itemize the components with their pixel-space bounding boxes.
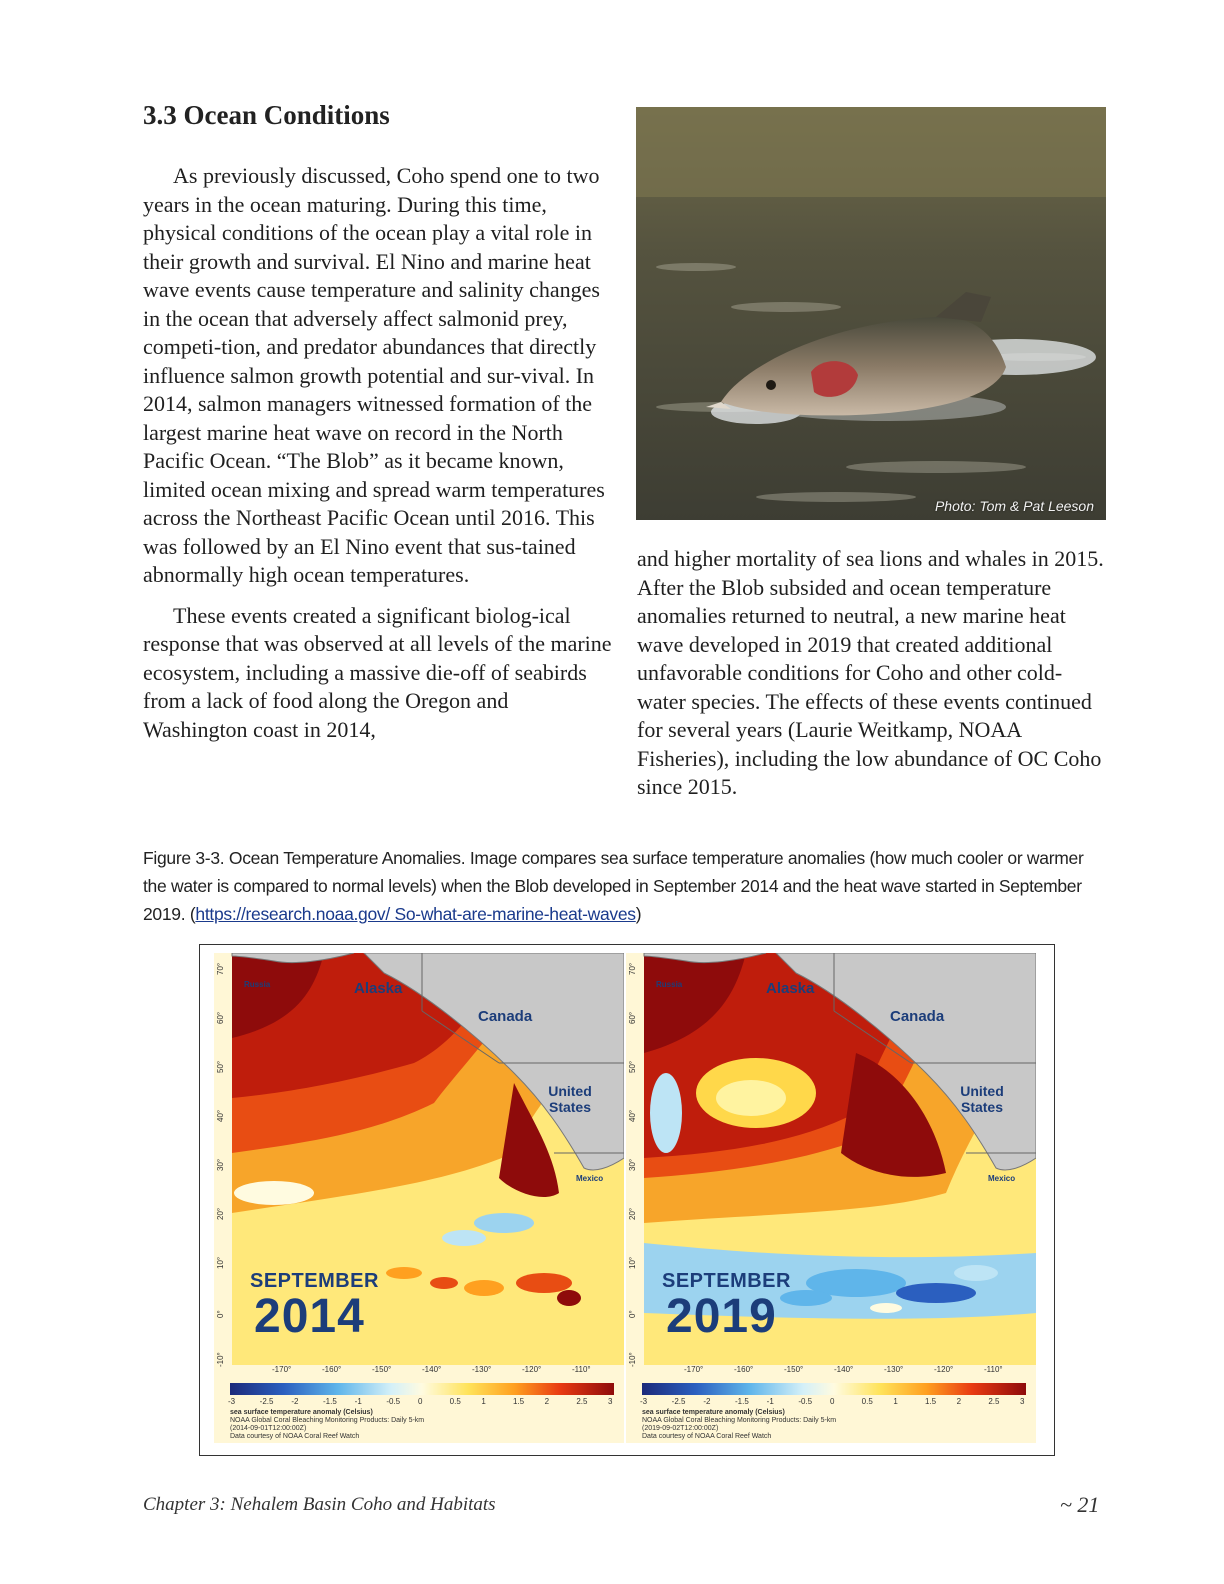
lon-tick: -110° (572, 1365, 591, 1374)
lon-tick: -110° (984, 1365, 1003, 1374)
colorbar-tick: -3 (228, 1397, 236, 1406)
lat-tick: 40° (216, 1109, 225, 1122)
label-united-states: United States (960, 1083, 1004, 1115)
colorbar-date: (2019-09-02T12:00:00Z) (642, 1425, 719, 1432)
lat-tick: 50° (628, 1060, 637, 1073)
colorbar-tick: -0.5 (798, 1397, 813, 1406)
colorbar-tick: 1 (893, 1397, 898, 1406)
label-alaska: Alaska (766, 980, 815, 997)
section-title: 3.3 Ocean Conditions (143, 100, 390, 130)
lon-tick: -160° (734, 1365, 754, 1374)
colorbar-title: sea surface temperature anomaly (Celsius) (642, 1409, 785, 1416)
colorbar-tick: 2.5 (988, 1397, 1000, 1406)
colorbar-tick: -0.5 (386, 1397, 401, 1406)
lon-tick: -140° (422, 1365, 442, 1374)
lon-tick: -130° (884, 1365, 904, 1374)
label-mexico: Mexico (988, 1174, 1016, 1183)
colorbar-tick: 1.5 (513, 1397, 525, 1406)
lon-ticks (644, 1365, 1036, 1377)
label-russia: Russia (656, 980, 683, 989)
lat-tick: 0° (216, 1310, 225, 1318)
colorbar-tick: -2.5 (259, 1397, 274, 1406)
lon-tick: -160° (322, 1365, 342, 1374)
panel-month: SEPTEMBER (662, 1270, 791, 1292)
photo-credit: Photo: Tom & Pat Leeson (934, 498, 1094, 514)
paragraph: These events created a significant biolog-ical response that was observed at all levels of the marine ecosystem, including a massive die-off of seabirds from a lack of food along the Oregon and Washington coast in 2014, (143, 602, 612, 742)
colorbar-tick: 0 (830, 1397, 835, 1406)
panel-month: SEPTEMBER (250, 1270, 379, 1292)
colorbar-source: NOAA Global Coral Bleaching Monitoring Products: Daily 5-km (230, 1417, 425, 1424)
lat-tick: 30° (628, 1158, 637, 1171)
colorbar-date: (2014-09-01T12:00:00Z) (230, 1425, 307, 1432)
lon-tick: -120° (522, 1365, 542, 1374)
label-alaska: Alaska (354, 980, 403, 997)
lat-tick: 40° (628, 1109, 637, 1122)
colorbar-note (642, 1409, 836, 1441)
colorbar-tick: 2 (956, 1397, 962, 1406)
lon-ticks (232, 1365, 624, 1377)
lon-tick: -150° (372, 1365, 392, 1374)
lat-tick: 0° (628, 1310, 637, 1318)
source-link[interactable]: https://research.noaa.gov/ So-what-are-marine-heat-waves (195, 904, 636, 924)
lon-tick: -140° (834, 1365, 854, 1374)
colorbar-note (230, 1409, 424, 1441)
colorbar-tick: -1.5 (323, 1397, 337, 1406)
lat-tick: -10° (216, 1352, 225, 1367)
lat-tick: 30° (216, 1158, 225, 1171)
colorbar-tick: -2.5 (671, 1397, 686, 1406)
lat-tick: 70° (216, 962, 225, 975)
colorbar-tick: -1.5 (735, 1397, 749, 1406)
lat-tick: 20° (628, 1207, 637, 1220)
colorbar-tick: 0 (418, 1397, 423, 1406)
lat-tick: 60° (216, 1011, 225, 1024)
colorbar-gradient (642, 1383, 1026, 1395)
lat-tick: 20° (216, 1207, 225, 1220)
lon-tick: -170° (272, 1365, 292, 1374)
label-russia: Russia (244, 980, 271, 989)
colorbar-tick: -2 (291, 1397, 299, 1406)
label-canada: Canada (890, 1008, 945, 1025)
right-column (637, 545, 1107, 814)
map-panel-2019 (626, 953, 1036, 1443)
colorbar-tick: -1 (354, 1397, 362, 1406)
panel-year: 2014 (254, 1290, 365, 1343)
colorbar-tick: 2.5 (576, 1397, 588, 1406)
colorbar-credit: Data courtesy of NOAA Coral Reef Watch (230, 1433, 360, 1440)
figure-caption (143, 844, 1103, 928)
caption-end: ) (635, 904, 642, 924)
lat-tick: 60° (628, 1011, 637, 1024)
colorbar-gradient (230, 1383, 614, 1395)
footer-chapter: Chapter 3: Nehalem Basin Coho and Habitats (143, 1494, 496, 1515)
salmon-illustration (636, 107, 1106, 520)
colorbar-tick: 1.5 (925, 1397, 937, 1406)
lon-tick: -120° (934, 1365, 954, 1374)
colorbar-tick: 0.5 (861, 1397, 873, 1406)
lat-tick: 70° (628, 962, 637, 975)
label-united-states: United States (548, 1083, 592, 1115)
colorbar-credit: Data courtesy of NOAA Coral Reef Watch (642, 1433, 772, 1440)
lat-tick: 10° (628, 1256, 637, 1269)
left-column (143, 162, 613, 756)
caption-text: Ocean Temperature Anomalies. Image compares sea surface temperature anomalies (how much cooler or warmer the water is compared to normal levels) when the Blob developed in September 2014 and the heat wave started in September 2019. ( (143, 848, 1084, 924)
colorbar-tick: 2 (544, 1397, 550, 1406)
figure-label: Figure 3-3. (143, 848, 225, 868)
colorbar (224, 1383, 616, 1443)
colorbar-tick: 0.5 (449, 1397, 461, 1406)
colorbar-tick: -2 (703, 1397, 711, 1406)
colorbar-tick: -3 (640, 1397, 648, 1406)
lat-tick: 10° (216, 1256, 225, 1269)
paragraph: and higher mortality of sea lions and whales in 2015. After the Blob subsided and ocean temperature anomalies returned to neutral, a new marine heat wave developed in 2019 that created additional unfavorable conditions for Coho and other cold-water species. The effects of these events continued for several years (Laurie Weitkamp, NOAA Fisheries), including the low abundance of OC Coho since 2015. (637, 546, 1104, 799)
lat-tick: -10° (628, 1352, 637, 1367)
colorbar-source: NOAA Global Coral Bleaching Monitoring Products: Daily 5-km (642, 1417, 837, 1424)
lon-tick: -170° (684, 1365, 704, 1374)
page-number: ~ 21 (1060, 1492, 1100, 1517)
panel-year: 2019 (666, 1290, 777, 1343)
lat-tick: 50° (216, 1060, 225, 1073)
label-canada: Canada (478, 1008, 533, 1025)
label-mexico: Mexico (576, 1174, 604, 1183)
coho-salmon-photo (636, 107, 1106, 520)
sst-anomaly-figure (199, 944, 1055, 1456)
lon-tick: -130° (472, 1365, 492, 1374)
paragraph: As previously discussed, Coho spend one to two years in the ocean maturing. During this time, physical conditions of the ocean play a vital role in their growth and survival. El Nino and marine heat wave events cause temperature and salinity changes in the ocean that adversely affect salmonid prey, competi-tion, and predator abundances that directly influence salmon growth potential and sur-vival. In 2014, salmon managers witnessed formation of the largest marine heat wave on record in the North Pacific Ocean. “The Blob” as it became known, limited ocean mixing and spread warm temperatures across the Northeast Pacific Ocean until 2016. This was followed by an El Nino event that sus-tained abnormally high ocean temperatures. (143, 163, 605, 587)
colorbar-title: sea surface temperature anomaly (Celsius) (230, 1409, 373, 1416)
colorbar-tick: 3 (1020, 1397, 1025, 1406)
map-panel-2014 (214, 953, 624, 1443)
lon-tick: -150° (784, 1365, 804, 1374)
colorbar-tick: 1 (481, 1397, 486, 1406)
colorbar-tick: 3 (608, 1397, 613, 1406)
colorbar-tick: -1 (766, 1397, 774, 1406)
colorbar (636, 1383, 1028, 1443)
